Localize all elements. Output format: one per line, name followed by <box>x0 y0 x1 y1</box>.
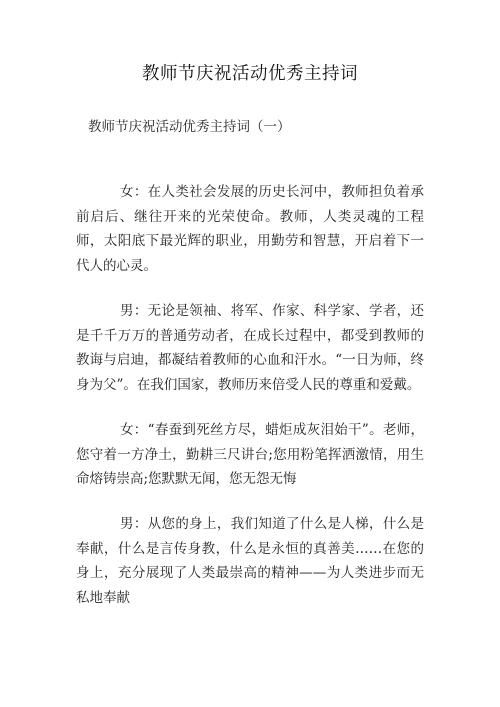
paragraph-male-2: 男：从您的身上，我们知道了什么是人梯，什么是奉献，什么是言传身教，什么是永恒的真善美……在您的身上，充分展现了人类最崇高的精神——为人类进步而无私地奉献 <box>76 516 424 606</box>
paragraph-female-1: 女：在人类社会发展的历史长河中，教师担负着承前启后、继往开来的光荣使命。教师，人类灵魂的工程师，太阳底下最光辉的职业，用勤劳和智慧，开启着下一代人的心灵。 <box>76 184 424 274</box>
document-subtitle: 教师节庆祝活动优秀主持词（一） <box>88 119 291 135</box>
document-title: 教师节庆祝活动优秀主持词 <box>142 64 358 84</box>
paragraph-female-2: 女：“春蚕到死丝方尽，蜡炬成灰泪始干”。老师，您守着一方净土，勤耕三尺讲台;您用粉笔挥洒激情，用生命熔铸崇高;您默默无闻，您无怨无悔 <box>76 422 424 487</box>
paragraph-male-1: 男：无论是领袖、将军、作家、科学家、学者，还是千千万万的普通劳动者，在成长过程中，都受到教师的教诲与启迪，都凝结着教师的心血和汗水。“一日为师，终身为父”。在我们国家，教师历来倍受人民的尊重和爱戴。 <box>76 303 424 393</box>
